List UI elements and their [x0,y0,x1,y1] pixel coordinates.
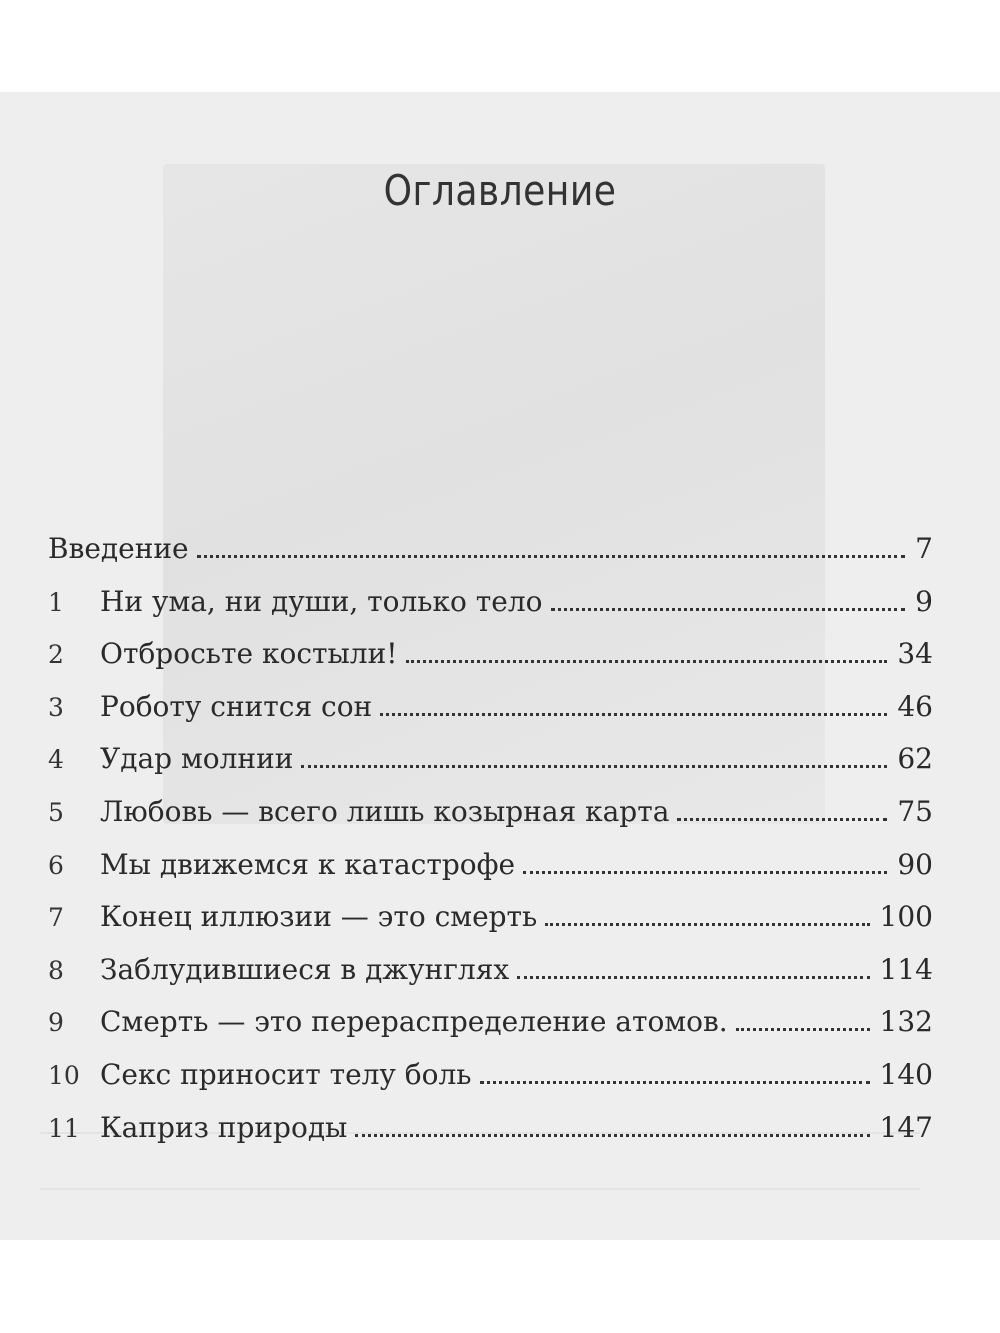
bleed-through-line [40,1188,920,1190]
toc-entry-number: 2 [48,640,64,670]
toc-entry-title: Роботу снится сон [100,689,373,723]
toc-entry [48,1005,933,1058]
toc-entry-number: 4 [48,745,64,775]
toc-leader-dots [545,923,869,926]
toc-leader-dots [355,1134,869,1137]
toc-entry-page: 100 [879,900,933,934]
toc-entry-number: 6 [48,850,64,880]
toc-entry [48,1111,933,1164]
book-page [0,92,1000,1240]
toc-entry-page: 62 [897,742,933,776]
page-title: Оглавление [383,166,617,215]
toc-entry-number: 1 [48,587,64,617]
toc-entry-page: 90 [897,847,933,881]
toc-entry [48,532,933,585]
toc-entry-number: 7 [48,903,64,933]
toc-entry-title: Конец иллюзии — это смерть [100,900,538,934]
toc-entry [48,690,933,743]
toc-leader-dots [523,871,887,874]
toc-leader-dots [517,976,869,979]
toc-entry-page: 147 [879,1110,933,1144]
toc-entry-page: 140 [879,1057,933,1091]
toc-entry-page: 132 [879,1005,933,1039]
toc-entry [48,742,933,795]
toc-entry-title: Удар молнии [100,742,294,776]
toc-entry [48,637,933,690]
toc-leader-dots [480,1081,870,1084]
toc-entry [48,585,933,638]
toc-entry-number: 3 [48,692,64,722]
toc-entry-title: Отбросьте костыли! [100,637,398,671]
toc-leader-dots [406,660,888,663]
toc-entry-title: Каприз природы [100,1110,348,1144]
toc-leader-dots [380,713,887,716]
toc-entry-page: 75 [897,794,933,828]
toc-entry [48,795,933,848]
toc-entry-page: 114 [879,952,933,986]
toc-entry-page: 9 [915,584,933,618]
toc-leader-dots [736,1028,870,1031]
toc-entry [48,900,933,953]
toc-entry-title: Смерть — это перераспределение атомов. [100,1005,728,1039]
toc-entry-number: 11 [48,1113,80,1143]
toc-entry [48,1058,933,1111]
toc-entry-page: 46 [897,689,933,723]
toc-leader-dots [551,608,906,611]
toc-entry-number: 9 [48,1008,64,1038]
toc-entry-page: 34 [897,637,933,671]
toc-entry-title: Введение [48,532,189,565]
toc-leader-dots [677,818,887,821]
toc-leader-dots [301,765,887,768]
table-of-contents [48,532,933,1163]
toc-entry-title: Любовь — всего лишь козырная карта [100,794,670,828]
toc-entry-number: 8 [48,955,64,985]
toc-entry-number: 5 [48,797,64,827]
toc-entry-title: Заблудившиеся в джунглях [100,952,510,986]
toc-entry-title: Секс приносит телу боль [100,1057,472,1091]
toc-entry-page: 7 [915,532,933,565]
toc-leader-dots [197,555,906,558]
toc-entry-title: Ни ума, ни души, только тело [100,584,543,618]
toc-entry [48,953,933,1006]
toc-entry [48,848,933,901]
toc-entry-title: Мы движемся к катастрофе [100,847,516,881]
toc-entry-number: 10 [48,1060,80,1090]
